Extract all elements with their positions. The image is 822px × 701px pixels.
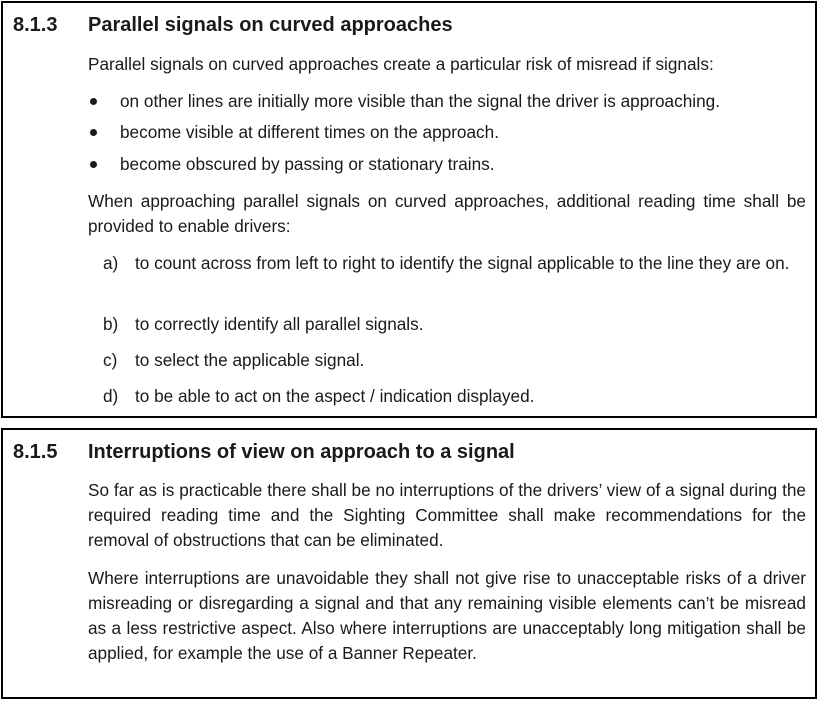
section-number: 8.1.3: [13, 14, 58, 36]
bullet-icon: [88, 120, 98, 130]
section-8-1-3-box: [1, 1, 817, 418]
paragraph: So far as is practicable there shall be no interruptions of the drivers’ view of a signal during the required reading time and the Sighting Committee shall make recommendations for the removal of obstructions that can be eliminated.: [88, 480, 806, 550]
list-text: to select the applicable signal.: [135, 350, 365, 370]
bullet-text: on other lines are initially more visible than the signal the driver is approaching.: [120, 91, 720, 111]
list-marker: c): [103, 350, 118, 370]
list-marker: d): [103, 386, 119, 406]
list-text: to be able to act on the aspect / indication displayed.: [135, 386, 535, 406]
paragraph: When approaching parallel signals on curved approaches, additional reading time shall be provided to enable drivers:: [88, 191, 806, 236]
section-title: Interruptions of view on approach to a signal: [88, 441, 515, 463]
section-title: Parallel signals on curved approaches: [88, 14, 453, 36]
bullet-icon: [88, 152, 98, 162]
list-text: to count across from left to right to identify the signal applicable to the line they are on.: [135, 253, 790, 273]
bullet-text: become visible at different times on the approach.: [120, 122, 499, 142]
section-8-1-5-box: [1, 428, 817, 699]
intro-paragraph: Parallel signals on curved approaches create a particular risk of misread if signals:: [88, 54, 714, 74]
list-marker: b): [103, 314, 119, 334]
section-number: 8.1.5: [13, 441, 58, 463]
paragraph: Where interruptions are unavoidable they shall not give rise to unacceptable risks of a driver misreading or disregarding a signal and that any remaining visible elements can’t be misread as a less restrictive aspect. Also where interruptions are unacceptably long mitigation shall be applied, for example the use of a Banner Repeater.: [88, 568, 806, 663]
list-marker: a): [103, 253, 119, 273]
bullet-icon: [88, 89, 98, 99]
bullet-text: become obscured by passing or stationary trains.: [120, 154, 495, 174]
list-text: to correctly identify all parallel signals.: [135, 314, 424, 334]
